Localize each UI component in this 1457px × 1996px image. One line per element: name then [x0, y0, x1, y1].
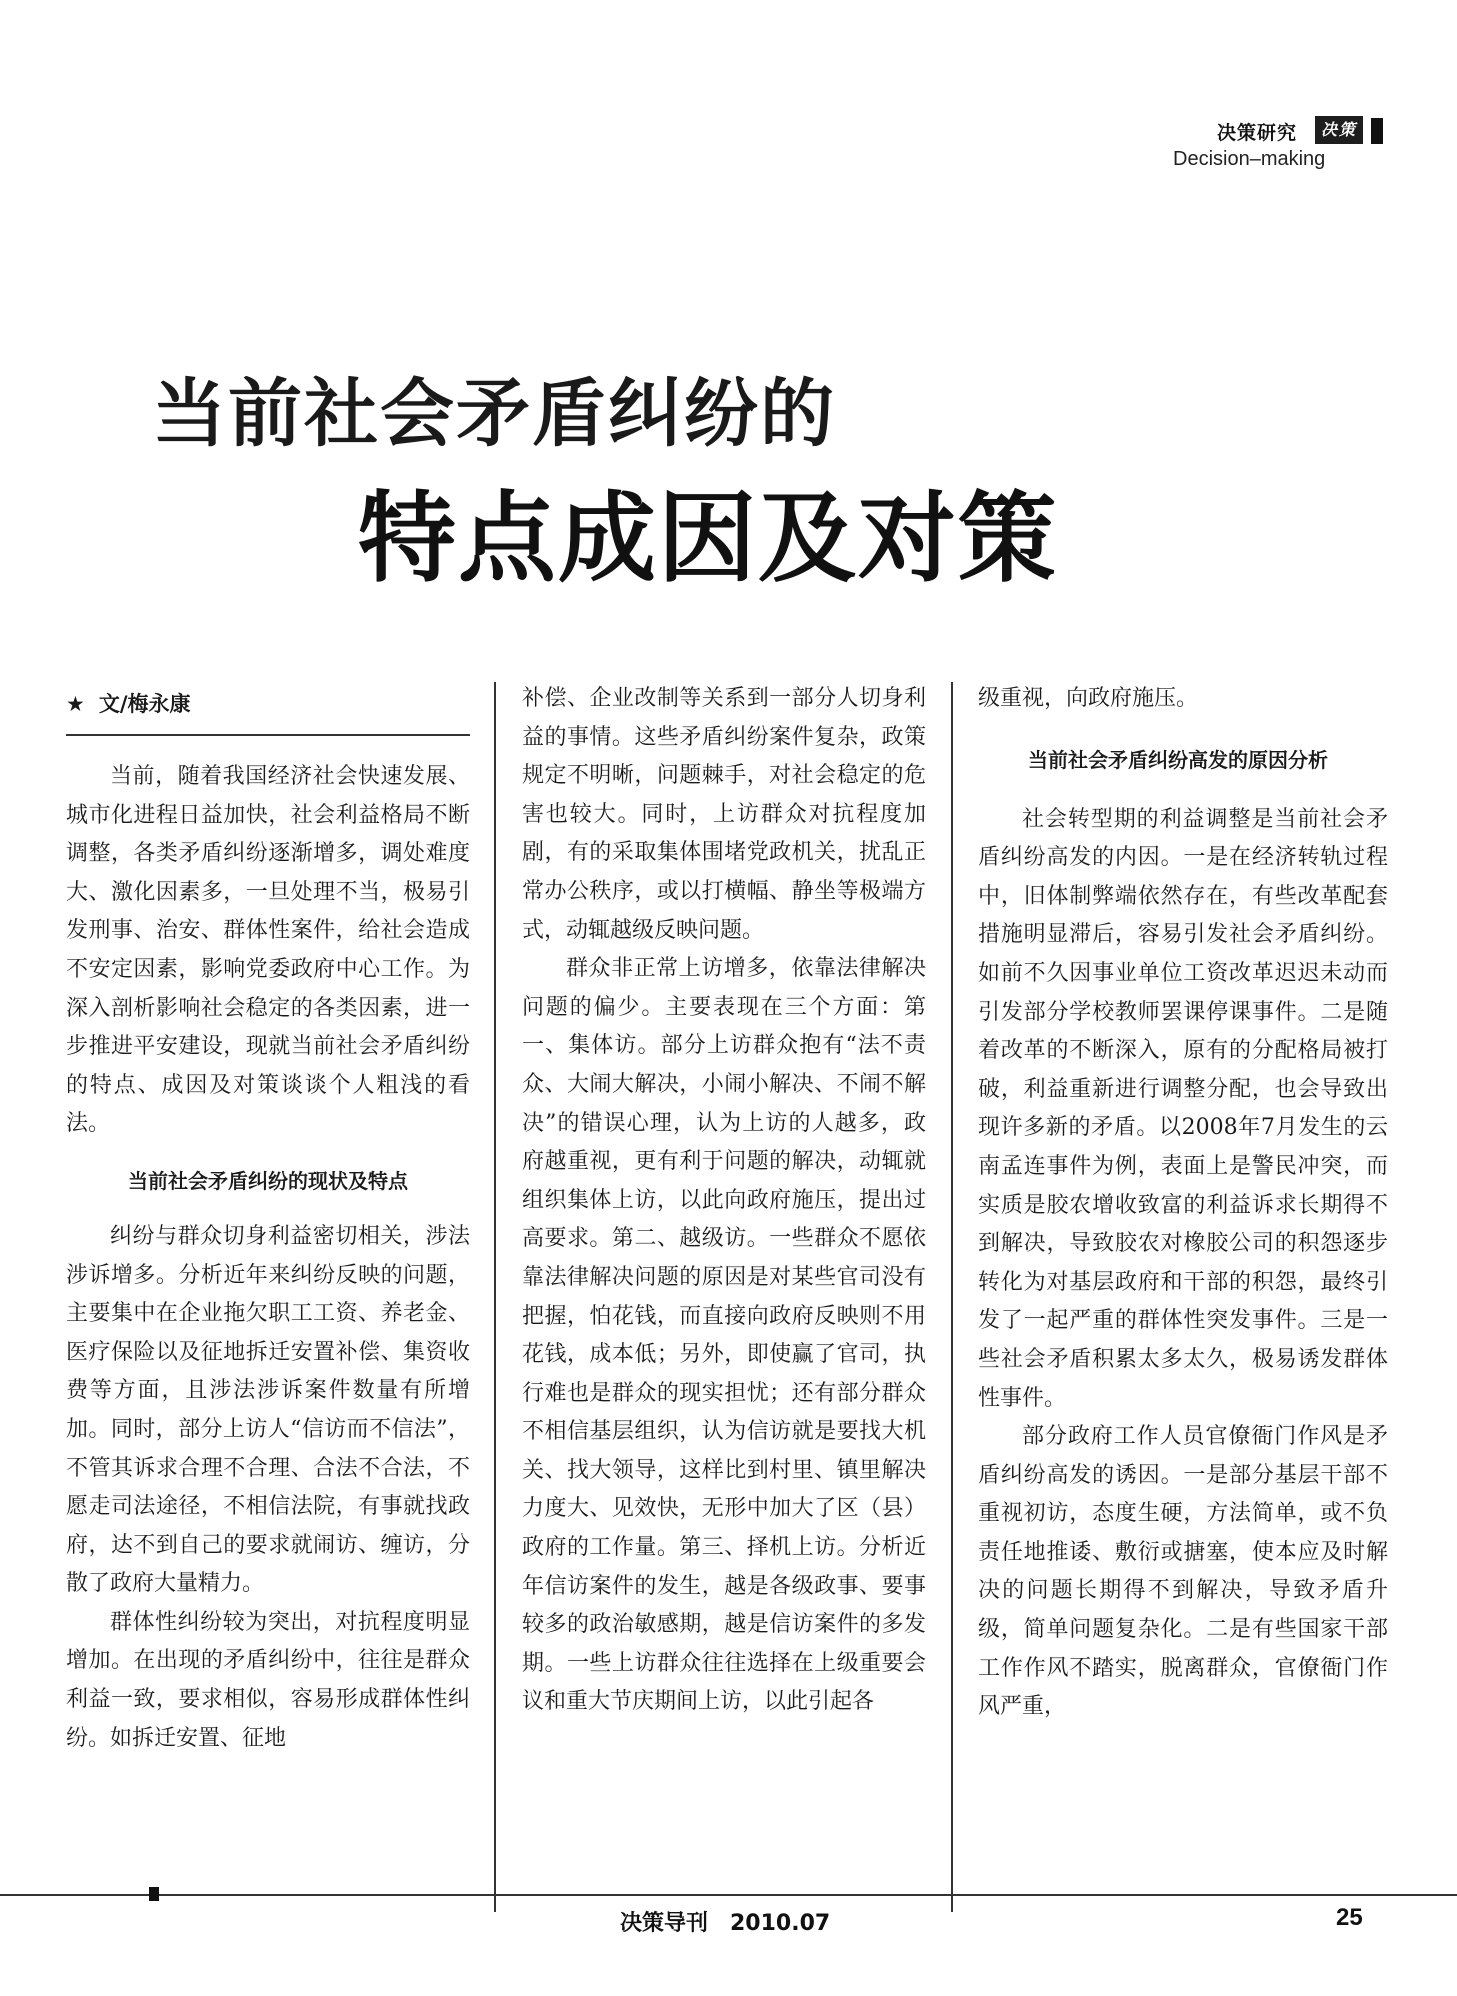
text-column-2: [522, 680, 926, 1722]
section-label-en: Decision–making: [1173, 148, 1326, 170]
column-divider: [951, 682, 953, 1912]
section-heading: 当前社会矛盾纠纷的现状及特点: [128, 1168, 408, 1193]
article-title-line1: 当前社会矛盾纠纷的: [152, 371, 836, 457]
paragraph: 纠纷与群众切身利益密切相关，涉法涉诉增多。分析近年来纠纷反映的问题，主要集中在企业拖欠职工工资、养老金、医疗保险以及征地拆迁安置补偿、集资收费等方面，且涉法涉诉案件数量有所增加。同时，部分上访人“信访而不信法”，不管其诉求合理不合理、合法不合法，不愿走司法途径，不相信法院，有事就找政府，达不到自己的要求就闹访、缠访，分散了政府大量精力。: [66, 1223, 470, 1597]
paragraph: 级重视，向政府施压。: [978, 686, 1199, 711]
section-heading: 当前社会矛盾纠纷高发的原因分析: [1028, 747, 1328, 772]
author-byline: [66, 680, 470, 736]
page-number: 25: [1336, 1904, 1363, 1931]
text-column-3: [978, 680, 1388, 1727]
paragraph: 社会转型期的利益调整是当前社会矛盾纠纷高发的内因。一是在经济转轨过程中，旧体制弊端依然存在，有些改革配套措施明显滞后，容易引发社会矛盾纠纷。如前不久因事业单位工资改革迟迟未动而引发部分学校教师罢课停课事件。二是随着改革的不断深入，原有的分配格局被打破，利益重新进行调整分配，也会导致出现许多新的矛盾。以2008年7月发生的云南孟连事件为例，表面上是警民冲突，而实质是胶农增收致富的利益诉求长期得不到解决，导致胶农对橡胶公司的积怨逐步转化为对基层政府和干部的积怨，最终引发了一起严重的群体性突发事件。三是一些社会矛盾积累太多太久，极易诱发群体性事件。: [978, 806, 1388, 1411]
footer-rule: [0, 1894, 1457, 1896]
journal-issue: 决策导刊 2010.07: [620, 1911, 831, 1936]
footer-block-mark: [149, 1887, 159, 1901]
paragraph: 补偿、企业改制等关系到一部分人切身利益的事情。这些矛盾纠纷案件复杂，政策规定不明晰，问题棘手，对社会稳定的危害也较大。同时，上访群众对抗程度加剧，有的采取集体围堵党政机关，扰乱正常办公秩序，或以打横幅、静坐等极端方式，动辄越级反映问题。: [522, 686, 926, 943]
star-icon: ★: [66, 692, 85, 716]
paragraph: 当前，随着我国经济社会快速发展、城市化进程日益加快，社会利益格局不断调整，各类矛盾纠纷逐渐增多，调处难度大、激化因素多，一旦处理不当，极易引发刑事、治安、群体性案件，给社会造成不安定因素，影响党委政府中心工作。为深入剖析影响社会稳定的各类因素，进一步推进平安建设，现就当前社会矛盾纠纷的特点、成因及对策谈谈个人粗浅的看法。: [66, 764, 470, 1137]
section-logo: 决策: [1315, 116, 1363, 144]
running-header: [1173, 112, 1437, 182]
paragraph: 群众非正常上访增多，依靠法律解决问题的偏少。主要表现在三个方面：第一、集体访。部分上访群众抱有“法不责众、大闹大解决，小闹小解决、不闹不解决”的错误心理，认为上访的人越多，政府越重视，更有利于问题的解决，动辄就组织集体上访，以此向政府施压，提出过高要求。第二、越级访。一些群众不愿依靠法律解决问题的原因是对某些官司没有把握，怕花钱，而直接向政府反映则不用花钱，成本低；另外，即使赢了官司，执行难也是群众的现实担忧；还有部分群众不相信基层组织，认为信访就是要找大机关、找大领导，这样比到村里、镇里解决力度大、见效快，无形中加大了区（县）政府的工作量。第三、择机上访。分析近年信访案件的发生，越是各级政事、要事较多的政治敏感期，越是信访案件的多发期。一些上访群众往往选择在上级重要会议和重大节庆期间上访，以此引起各: [522, 956, 926, 1715]
section-label-cn: 决策研究: [1217, 122, 1298, 144]
paragraph: 群体性纠纷较为突出，对抗程度明显增加。在出现的矛盾纠纷中，往往是群众利益一致，要求相似，容易形成群体性纠纷。如拆迁安置、征地: [66, 1609, 470, 1751]
column-divider: [494, 682, 496, 1912]
header-block-mark: [1371, 118, 1383, 144]
paragraph: 部分政府工作人员官僚衙门作风是矛盾纠纷高发的诱因。一是部分基层干部不重视初访，态度生硬，方法简单，或不负责任地推诿、敷衍或搪塞，使本应及时解决的问题长期得不到解决，导致矛盾升级，简单问题复杂化。二是有些国家干部工作作风不踏实，脱离群众，官僚衙门作风严重，: [978, 1424, 1388, 1720]
text-column-1: [66, 680, 470, 1758]
author-name: 文/梅永康: [98, 692, 191, 716]
article-title-line2: 特点成因及对策: [358, 482, 1059, 596]
